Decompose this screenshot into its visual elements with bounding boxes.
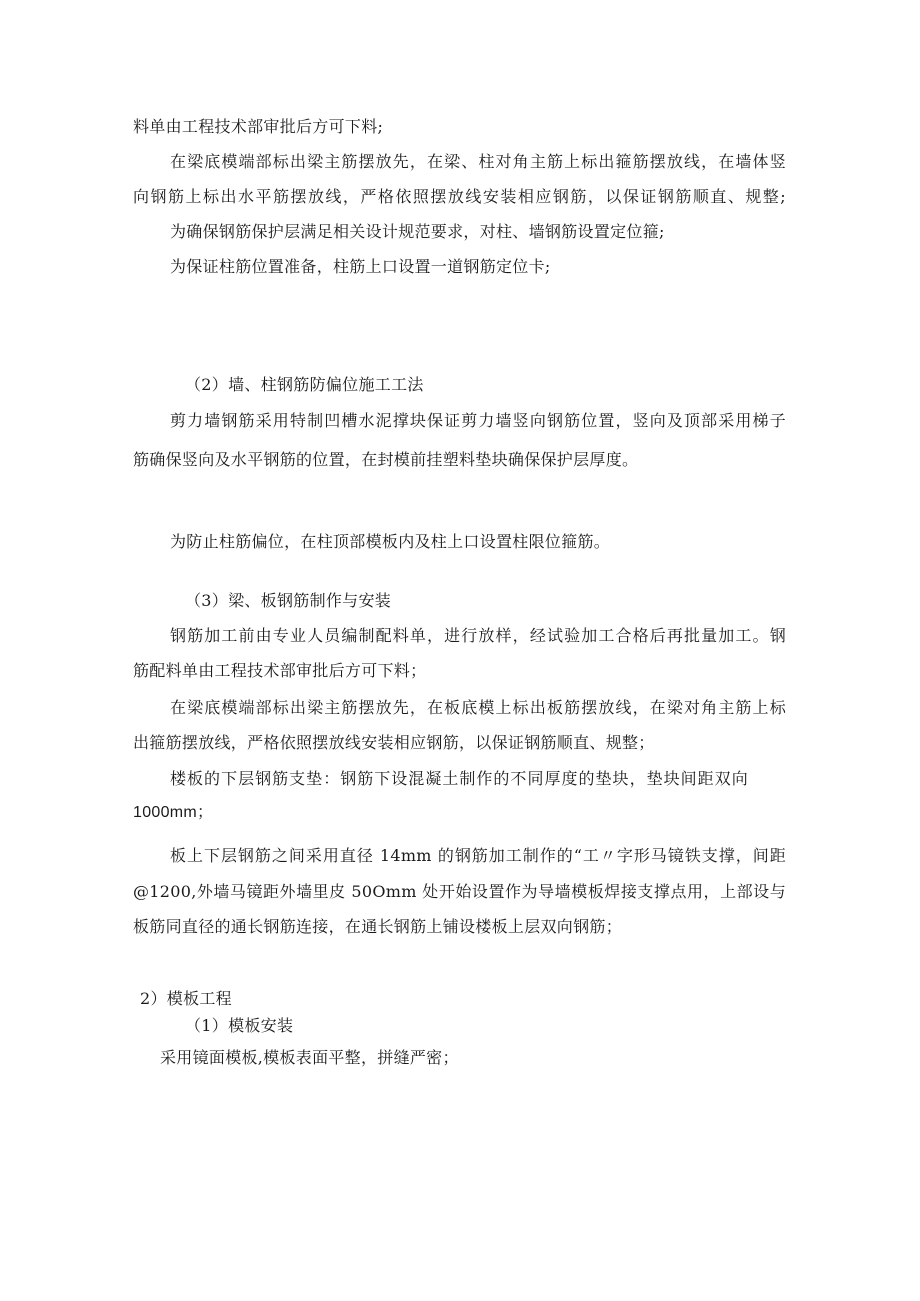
paragraph-line: 筋确保竖向及水平钢筋的位置，在封模前挂塑料垫块确保保护层厚度。 (133, 450, 639, 469)
paragraph-line: 板筋同直径的通长钢筋连接，在通长钢筋上铺设楼板上层双向钢筋； (133, 917, 623, 936)
paragraph-line: 筋配料单由工程技术部审批后方可下料； (133, 661, 427, 680)
paragraph-line: 为保证柱筋位置准备，柱筋上口设置一道钢筋定位卡; (170, 257, 551, 276)
paragraph-line: 钢筋加工前由专业人员编制配料单，进行放样，经试验加工合格后再批量加工。钢 (170, 626, 786, 645)
paragraph-line: 出箍筋摆放线，严格依照摆放线安装相应钢筋，以保证钢筋顺直、规整； (133, 733, 655, 752)
paragraph-line: 在梁底模端部标出梁主筋摆放先，在梁、柱对角主筋上标出箍筋摆放线，在墙体竖 (170, 152, 786, 171)
paragraph-line: 为确保钢筋保护层满足相关设计规范要求，对柱、墙钢筋设置定位箍; (170, 222, 665, 241)
paragraph-line: 为防止柱筋偏位，在柱顶部模板内及柱上口设置柱限位箍筋。 (170, 532, 611, 551)
section-heading: 2）模板工程 (140, 989, 232, 1008)
paragraph-line: 在梁底模端部标出梁主筋摆放先，在板底模上标出板筋摆放线，在梁对角主筋上标 (170, 698, 786, 717)
subsection-heading: （1）模板安装 (185, 1016, 294, 1035)
paragraph-line: 采用镜面模板,模板表面平整，拼缝严密； (160, 1048, 459, 1067)
paragraph-line: 剪力墙钢筋采用特制凹槽水泥撑块保证剪力墙竖向钢筋位置，竖向及顶部采用梯子 (170, 411, 786, 430)
paragraph-line: 板上下层钢筋之间采用直径 14mm 的钢筋加工制作的“工〃字形马镜铁支撑，间距 (170, 846, 786, 865)
section-heading: （3）梁、板钢筋制作与安装 (185, 591, 392, 610)
paragraph-line: @1200,外墙马镜距外墙里皮 50Omm 处开始设置作为导墙模板焊接支撑点用，上部设与 (133, 882, 786, 901)
paragraph-line: 楼板的下层钢筋支垫：钢筋下设混凝土制作的不同厚度的垫块，垫块间距双向 (170, 769, 748, 788)
paragraph-line: 1000mm； (133, 804, 214, 821)
paragraph-line: 料单由工程技术部审批后方可下料; (133, 117, 384, 136)
section-heading: （2）墙、柱钢筋防偏位施工工法 (185, 375, 424, 394)
paragraph-line: 向钢筋上标出水平筋摆放线，严格依照摆放线安装相应钢筋，以保证钢筋顺直、规整; (133, 187, 786, 206)
